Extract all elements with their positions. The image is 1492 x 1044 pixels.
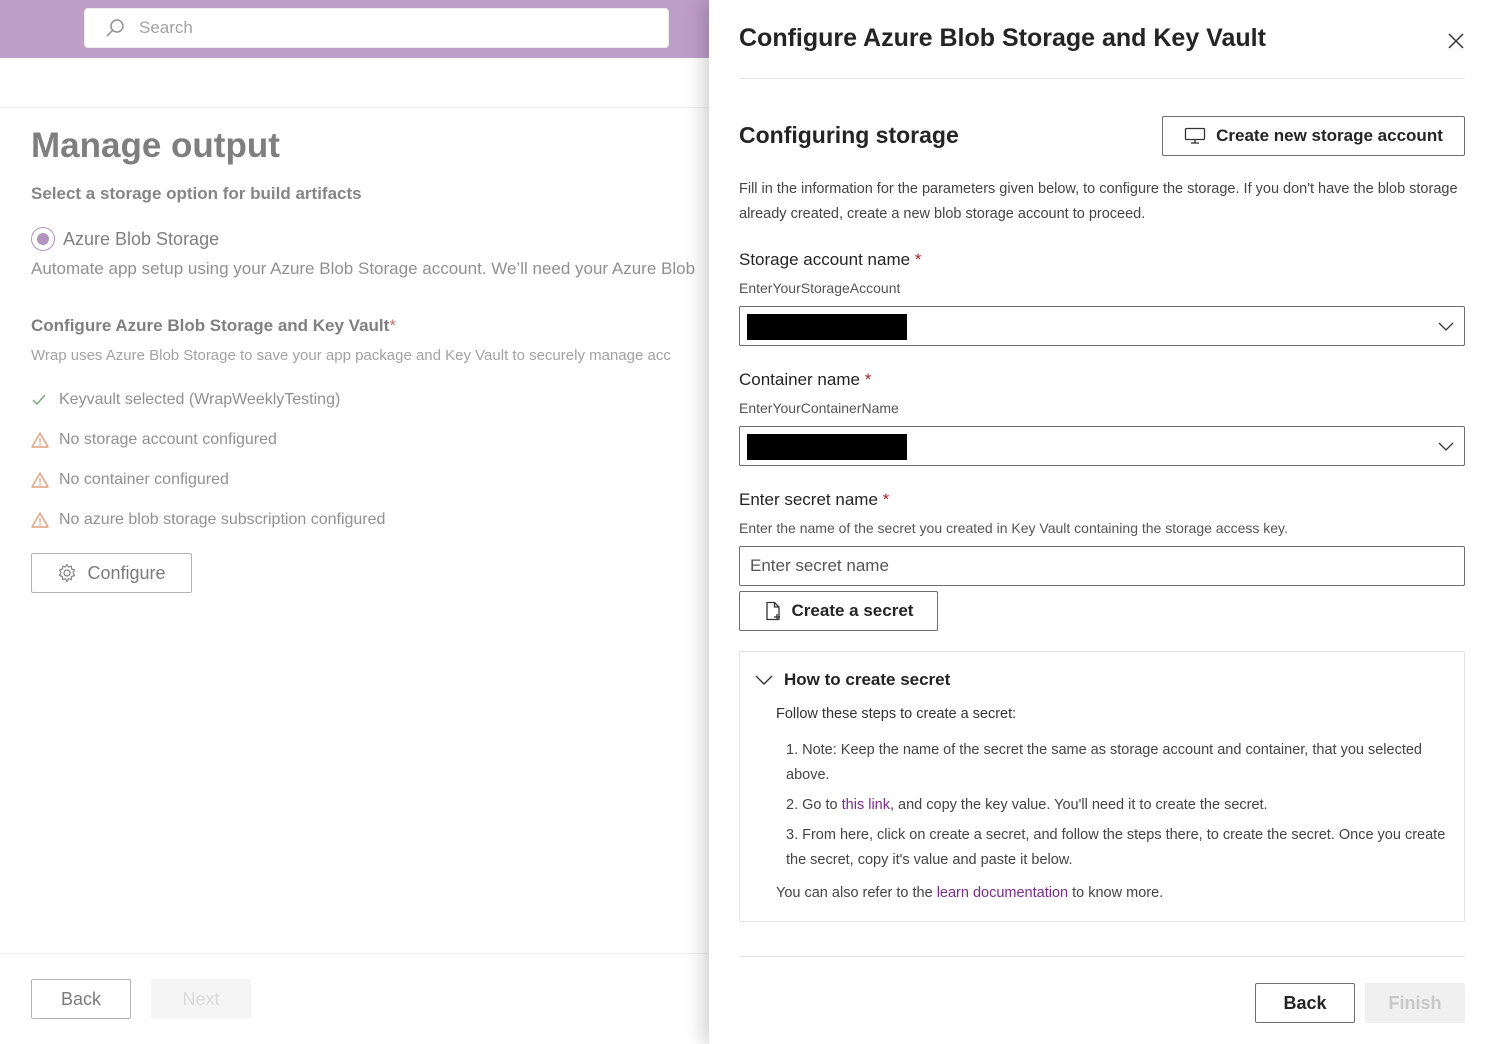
more-text: to know more.: [1068, 885, 1164, 901]
radio-label: Azure Blob Storage: [63, 228, 220, 249]
secret-name-help: Enter the name of the secret you created in Key Vault containing the storage access key.: [739, 520, 1288, 536]
finish-button: Finish: [1365, 983, 1465, 1023]
create-secret-button[interactable]: [739, 591, 938, 631]
required-asterisk: *: [882, 490, 890, 509]
learn-documentation-link[interactable]: learn documentation: [936, 885, 1069, 901]
required-asterisk: *: [389, 316, 396, 335]
storage-account-dropdown[interactable]: [739, 306, 1465, 346]
create-storage-account-label: Create new storage account: [1216, 126, 1443, 145]
configure-section-description: Wrap uses Azure Blob Storage to save your app package and Key Vault to securely manage acc: [31, 347, 671, 364]
storage-account-label: [739, 250, 921, 270]
storage-account-label-text: Storage account name: [739, 250, 911, 269]
required-asterisk: *: [914, 250, 922, 269]
page-title: Manage output: [31, 126, 280, 165]
configure-button-label: Configure: [87, 562, 166, 583]
how-to-step: 3. From here, click on create a secret, and follow the steps there, to create the secret. Once you create the secret, copy it's value and paste it below.: [786, 827, 1446, 868]
redacted-value: [747, 314, 907, 340]
panel-back-button[interactable]: Back: [1255, 983, 1355, 1023]
divider: [739, 78, 1465, 79]
status-text: No container configured: [59, 471, 229, 488]
close-icon: [1445, 30, 1467, 52]
search-placeholder: Search: [139, 18, 193, 37]
back-button[interactable]: Back: [31, 979, 131, 1019]
how-to-step: [786, 793, 1446, 818]
chevron-down-icon: [754, 673, 774, 687]
status-text: No azure blob storage subscription configured: [59, 511, 386, 528]
monitor-icon: [1184, 127, 1206, 145]
how-to-create-secret-toggle[interactable]: [754, 670, 950, 690]
step-text: 2. Go to: [786, 797, 842, 813]
how-to-create-secret-section: [739, 651, 1465, 922]
secret-name-input[interactable]: [739, 546, 1465, 586]
configure-section-title-text: Configure Azure Blob Storage and Key Vault: [31, 316, 390, 335]
chevron-down-icon: [1438, 440, 1454, 452]
container-dropdown[interactable]: [739, 426, 1465, 466]
intro-text: Fill in the information for the parameters given below, to configure the storage. If you don't have the blob storage already created, create a new blob storage account to proceed.: [739, 181, 1458, 222]
section-heading: Configuring storage: [739, 122, 959, 148]
create-storage-account-button[interactable]: [1162, 116, 1465, 156]
new-document-icon: [764, 601, 782, 621]
next-button: Next: [151, 979, 251, 1019]
panel-title: Configure Azure Blob Storage and Key Vault: [739, 24, 1266, 52]
page-subtitle: Select a storage option for build artifacts: [31, 184, 362, 203]
required-asterisk: *: [864, 370, 872, 389]
status-text: Keyvault selected (WrapWeeklyTesting): [59, 391, 341, 408]
container-help: EnterYourContainerName: [739, 400, 899, 416]
step-text: , and copy the key value. You'll need it to create the secret.: [889, 797, 1268, 813]
secret-name-label-text: Enter secret name: [739, 490, 878, 509]
container-label: [739, 370, 871, 390]
more-text: You can also refer to the: [776, 885, 937, 901]
how-to-intro: Follow these steps to create a secret:: [776, 706, 1017, 722]
how-to-title: How to create secret: [784, 670, 951, 689]
storage-account-help: EnterYourStorageAccount: [739, 280, 901, 296]
chevron-down-icon: [1438, 320, 1454, 332]
secret-name-label: [739, 490, 889, 510]
redacted-value: [747, 434, 907, 460]
status-text: No storage account configured: [59, 431, 277, 448]
how-to-steps: [786, 738, 1446, 878]
how-to-step: 1. Note: Keep the name of the secret the same as storage account and container, that you selected above.: [786, 742, 1422, 783]
divider: [739, 956, 1465, 957]
configure-panel: [709, 0, 1492, 1044]
container-label-text: Container name: [739, 370, 860, 389]
create-secret-label: Create a secret: [791, 601, 914, 620]
close-button[interactable]: [1445, 30, 1467, 52]
how-to-more: [776, 885, 1163, 901]
this-link[interactable]: this link: [841, 797, 890, 813]
automate-description: Automate app setup using your Azure Blob Storage account. We’ll need your Azure Blob: [31, 259, 696, 278]
